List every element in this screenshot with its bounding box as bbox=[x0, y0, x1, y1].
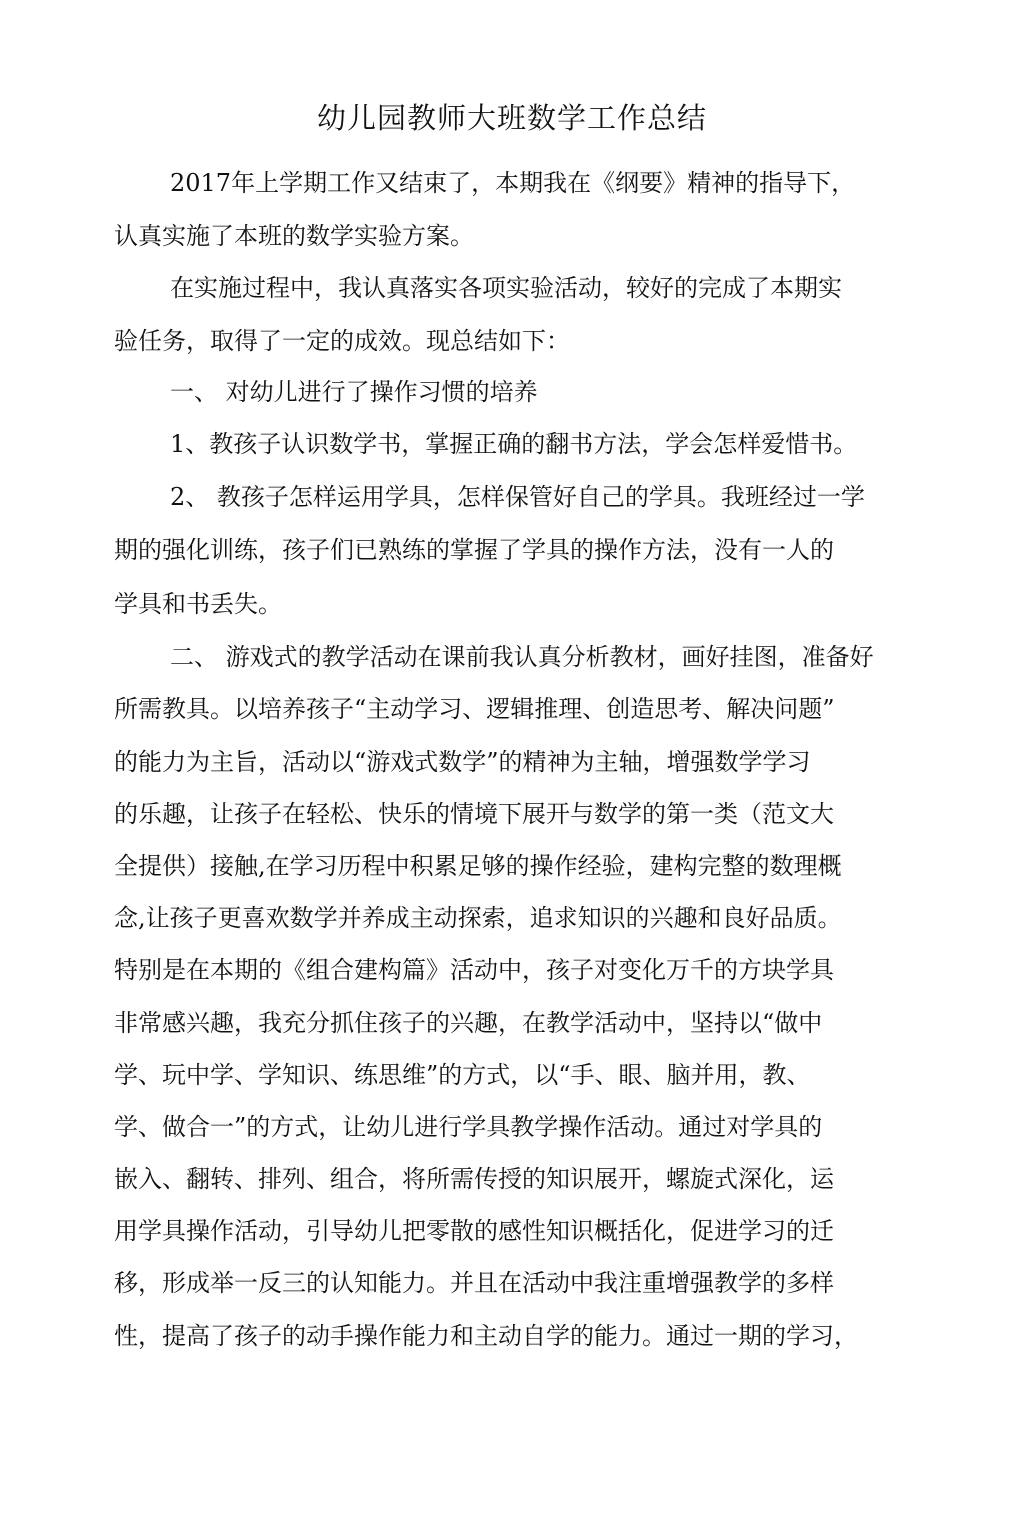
paragraph-line: 验任务，取得了一定的成效。现总结如下： bbox=[114, 327, 570, 355]
paragraph-line: 全提供）接触,在学习历程中积累足够的操作经验，建构完整的数理概 bbox=[114, 852, 842, 880]
paragraph-line: 学具和书丢失。 bbox=[114, 590, 282, 618]
paragraph-line: 期的强化训练，孩子们已熟练的掌握了学具的操作方法，没有一人的 bbox=[114, 536, 834, 564]
paragraph-line: 的乐趣，让孩子在轻松、快乐的情境下展开与数学的第一类（范文大 bbox=[114, 800, 834, 828]
paragraph-line: 认真实施了本班的数学实验方案。 bbox=[114, 222, 474, 250]
document-title: 幼儿园教师大班数学工作总结 bbox=[316, 101, 707, 135]
paragraph-line: 念,让孩子更喜欢数学并养成主动探索，追求知识的兴趣和良好品质。 bbox=[114, 904, 842, 932]
paragraph-line: 所需教具。以培养孩子“主动学习、逻辑推理、创造思考、解决问题” bbox=[114, 695, 835, 723]
section-heading: 一、 对幼儿进行了操作习惯的培养 bbox=[170, 378, 538, 406]
section-heading: 二、 游戏式的教学活动在课前我认真分析教材，画好挂图，准备好 bbox=[170, 643, 874, 671]
paragraph-line: 移，形成举一反三的认知能力。并且在活动中我注重增强教学的多样 bbox=[114, 1269, 834, 1297]
paragraph-line: 学、做合一”的方式，让幼儿进行学具教学操作活动。通过对学具的 bbox=[114, 1113, 823, 1141]
paragraph-line: 2、 教孩子怎样运用学具，怎样保管好自己的学具。我班经过一学 bbox=[170, 483, 865, 511]
paragraph-line: 嵌入、翻转、排列、组合，将所需传授的知识展开，螺旋式深化，运 bbox=[114, 1165, 834, 1193]
paragraph-line: 非常感兴趣，我充分抓住孩子的兴趣，在教学活动中，坚持以“做中 bbox=[114, 1009, 823, 1037]
paragraph-line: 的能力为主旨，活动以“游戏式数学”的精神为主轴，增强数学学习 bbox=[114, 748, 811, 776]
paragraph-line: 2017年上学期工作又结束了，本期我在《纲要》精神的指导下， bbox=[170, 169, 856, 197]
paragraph-line: 学、玩中学、学知识、练思维”的方式，以“手、眼、脑并用，教、 bbox=[114, 1061, 811, 1089]
paragraph-line: 特别是在本期的《组合建构篇》活动中，孩子对变化万千的方块学具 bbox=[114, 956, 834, 984]
paragraph-line: 在实施过程中，我认真落实各项实验活动，较好的完成了本期实 bbox=[170, 274, 842, 302]
paragraph-line: 性，提高了孩子的动手操作能力和主动自学的能力。通过一期的学习， bbox=[114, 1322, 858, 1350]
paragraph-line: 1、教孩子认识数学书，掌握正确的翻书方法，学会怎样爱惜书。 bbox=[170, 430, 858, 458]
paragraph-line: 用学具操作活动，引导幼儿把零散的感性知识概括化，促进学习的迁 bbox=[114, 1217, 834, 1245]
